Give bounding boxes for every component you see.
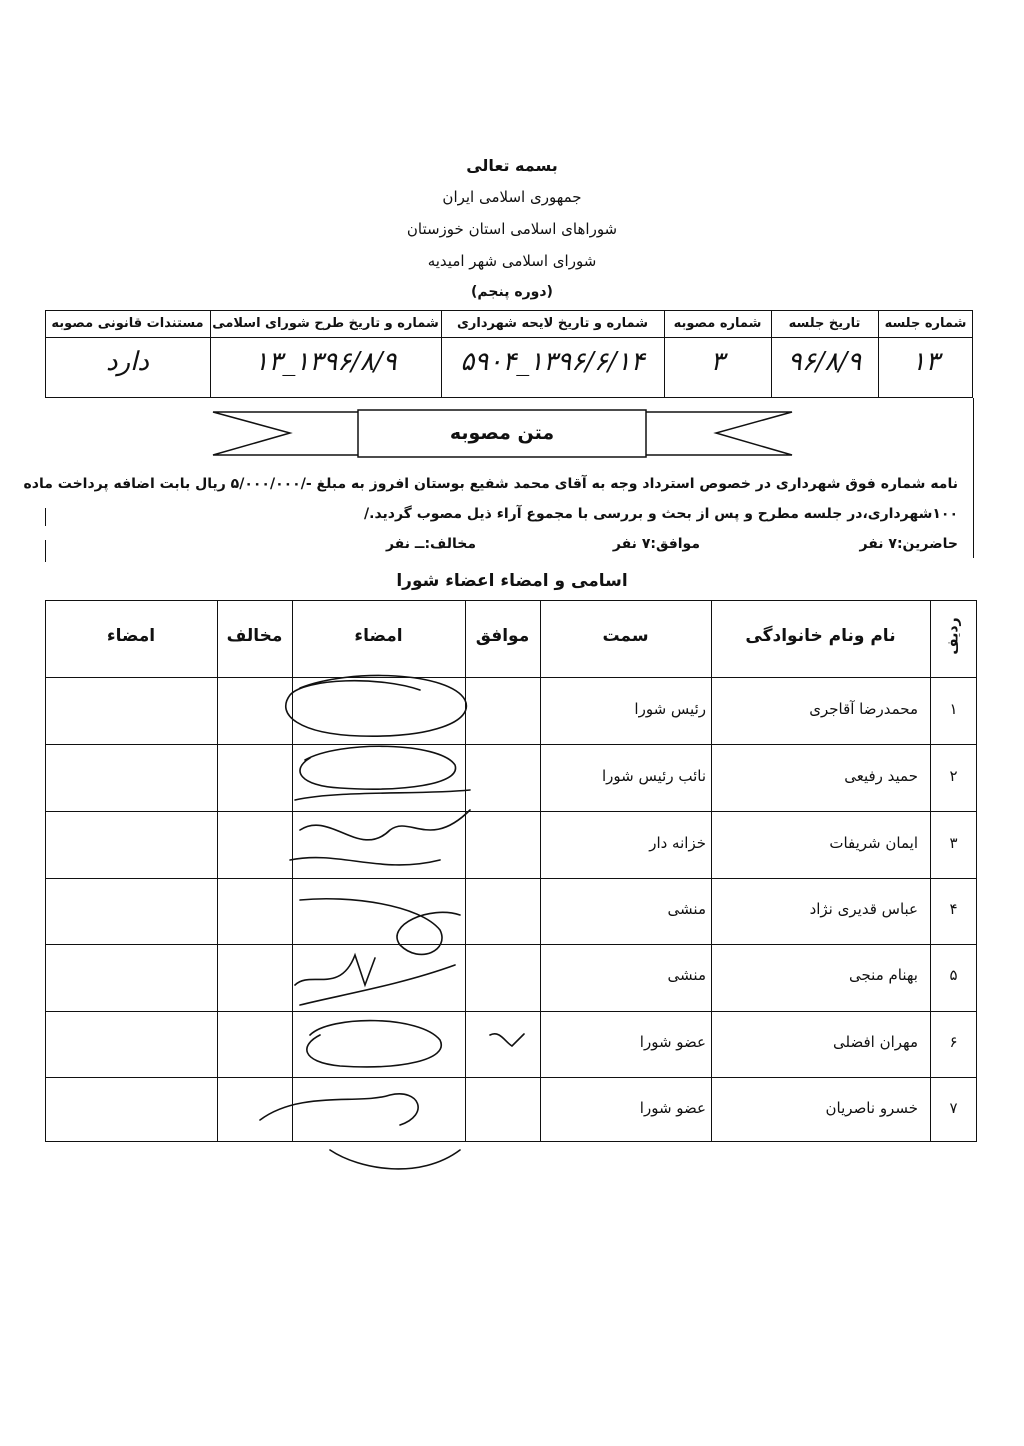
header-row-no: ردیف (945, 617, 962, 655)
value-bill-no-date: ۱۳۹۶/۶/۱۴_۵۹۰۴ (460, 347, 645, 377)
value-plan-no-date: ۱۳۹۶/۸/۹_۱۳ (254, 347, 397, 377)
row-7-position: عضو شورا (639, 1099, 706, 1117)
row-5-position: منشی (667, 966, 706, 984)
value-legal-docs: دارد (106, 347, 149, 377)
vote-oppose: مخالف:ــ نفر (385, 536, 476, 552)
row-2-position: نائب رئیس شورا (602, 767, 706, 785)
header-legal-docs: مستندات قانونی مصوبه (51, 316, 204, 331)
header-bill-no-date: شماره و تاریخ لایحه شهرداری (456, 316, 648, 331)
row-7-name: خسرو ناصریان (825, 1099, 918, 1117)
row-2-no: ۲ (949, 767, 958, 785)
header-position: سمت (602, 626, 649, 646)
row-4-position: منشی (667, 900, 706, 918)
header-country: جمهوری اسلامی ایران (442, 188, 582, 206)
members-title: اسامی و امضاء اعضاء شورا (396, 571, 628, 591)
row-3-no: ۳ (949, 834, 958, 852)
value-session-no: ۱۳ (911, 347, 940, 377)
row-5-name: بهنام منجی (849, 966, 918, 984)
row-3-position: خزانه دار (649, 834, 706, 852)
row-6-position: عضو شورا (639, 1033, 706, 1051)
row-3-name: ایمان شریفات (829, 834, 918, 852)
vote-agree: موافق:۷ نفر (612, 536, 700, 552)
resolution-text-title: متن مصوبه (449, 422, 555, 444)
resolution-text-line1: نامه شماره فوق شهرداری در خصوص استرداد وجه به آقای محمد شفیع بوستان افروز به مبلغ -/۵/۰۰۰/۰۰۰ ریال بابت اضافه پرداخت ماده (23, 476, 958, 492)
header-session-no: شماره جلسه (884, 316, 967, 331)
row-1-position: رئیس شورا (634, 700, 706, 718)
row-1-no: ۱ (949, 700, 958, 718)
row-2-name: حمید رفیعی (844, 767, 918, 785)
row-4-name: عباس قدیری نژاد (809, 900, 918, 918)
header-province-councils: شوراهای اسلامی استان خوزستان (406, 220, 618, 238)
header-agree: موافق (475, 626, 530, 646)
header-session-date: تاریخ جلسه (788, 316, 861, 331)
header-signature-2: امضاء (106, 626, 156, 646)
header-resolution-no: شماره مصوبه (673, 316, 762, 331)
row-6-name: مهران افضلی (833, 1033, 918, 1051)
row-1-name: محمدرضا آقاجری (809, 700, 918, 718)
resolution-text-line2: ۱۰۰شهرداری،در جلسه مطرح و پس از بحث و بررسی با مجموع آراء ذیل مصوب گردید./ (364, 506, 958, 522)
row-4-no: ۴ (949, 900, 958, 918)
row-7-no: ۷ (949, 1099, 958, 1117)
header-term: (دوره پنجم) (471, 284, 553, 300)
row-5-no: ۵ (949, 966, 958, 984)
value-resolution-no: ۳ (710, 347, 725, 377)
header-oppose: مخالف (226, 626, 283, 646)
header-signature: امضاء (354, 626, 403, 646)
value-session-date: ۹۶/۸/۹ (787, 347, 862, 377)
header-plan-no-date: شماره و تاریخ طرح شورای اسلامی (212, 316, 439, 331)
header-name: نام ونام خانوادگی (745, 626, 896, 646)
vote-present: حاضرین:۷ نفر (859, 536, 958, 552)
row-6-no: ۶ (949, 1033, 958, 1051)
header-city-council: شورای اسلامی شهر امیدیه (427, 252, 597, 270)
header-bismillah: بسمه تعالی (466, 156, 558, 175)
